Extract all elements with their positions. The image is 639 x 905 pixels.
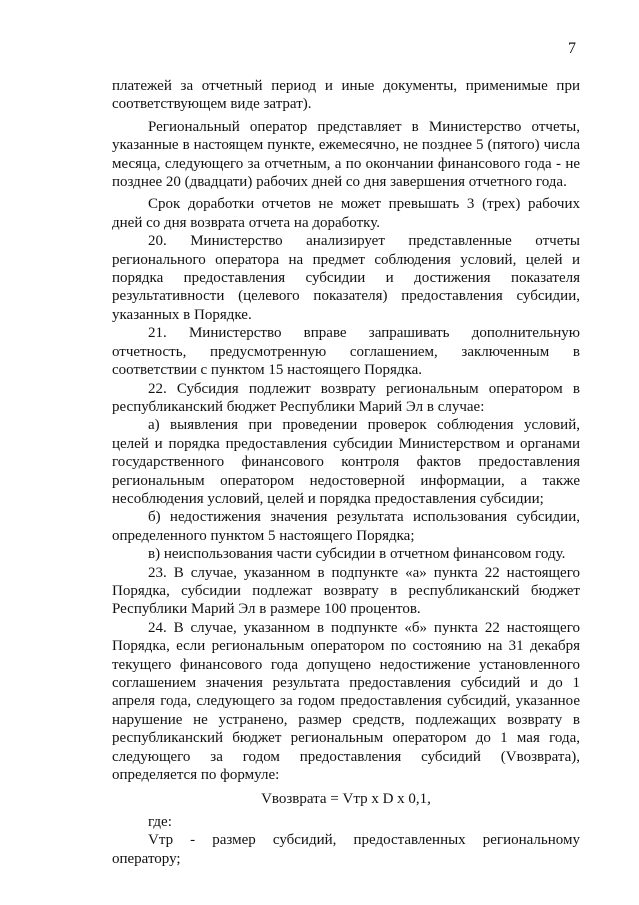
paragraph-report-deadline: Региональный оператор представляет в Министерство отчеты, указанные в настоящем пункте, ежемесячно, не позднее 5 (пятого) числа месяца, следующего за отчетным, а по окончании финансового года - не позднее 20 (двадцати) рабочих дней со дня завершения отчетного года. bbox=[112, 118, 580, 191]
paragraph-subitem-v: в) неиспользования части субсидии в отчетном финансовом году. bbox=[148, 546, 566, 563]
paragraph-subitem-b: б) недостижения значения результата использования субсидии, определенного пунктом 5 настоящего Порядка; bbox=[112, 509, 580, 544]
paragraph-revision-term: Срок доработки отчетов не может превышать 3 (трех) рабочих дней со дня возврата отчета на доработку. bbox=[112, 196, 580, 231]
paragraph-item-23: 23. В случае, указанном в подпункте «а» пункта 22 настоящего Порядка, субсидии подлежат возврату в республиканский бюджет Республики Марий Эл в размере 100 процентов. bbox=[112, 564, 580, 618]
paragraph-continuation: платежей за отчетный период и иные документы, применимые при соответствующем виде затрат). bbox=[112, 78, 580, 113]
paragraph-item-21: 21. Министерство вправе запрашивать дополнительную отчетность, предусмотренную соглашением, заключенным в соответствии с пунктом 15 настоящего Порядка. bbox=[112, 325, 580, 379]
paragraph-item-20: 20. Министерство анализирует представленные отчеты регионального оператора на предмет соблюдения условий, целей и порядка предоставления субсидии и достижения показателя результативности (целевого показателя) предоставления субсидии, указанных в Порядке. bbox=[112, 233, 580, 323]
paragraph-item-24: 24. В случае, указанном в подпункте «б» пункта 22 настоящего Порядка, если региональным оператором по состоянию на 31 декабря текущего финансового года допущено недостижение установленного соглашением значения результата предоставления субсидий и до 1 апреля года, следующего за годом предоставления субсидий, указанное нарушение не устранено, размер средств, подлежащих возврату в республиканский бюджет региональным оператором до 1 мая года, следующего за годом предоставления субсидий (Vвозврата), определяется по формуле: bbox=[112, 619, 580, 784]
document-body bbox=[112, 77, 580, 868]
formula: Vвозврата = Vтр x D x 0,1, bbox=[261, 791, 431, 808]
paragraph-subitem-a: а) выявления при проведении проверок соблюдения условий, целей и порядка предоставления субсидии Министерством и органами государственного финансового контроля фактов предоставления региональным оператором недостоверной информации, а также несоблюдения условий, целей и порядка предоставления субсидии; bbox=[112, 417, 580, 507]
page-number: 7 bbox=[568, 40, 576, 57]
formula-where-label: где: bbox=[148, 813, 172, 830]
paragraph-item-22: 22. Субсидия подлежит возврату региональным оператором в республиканский бюджет Республики Марий Эл в случае: bbox=[112, 380, 580, 415]
formula-definition-vtr: Vтр - размер субсидий, предоставленных региональному оператору; bbox=[112, 832, 580, 867]
